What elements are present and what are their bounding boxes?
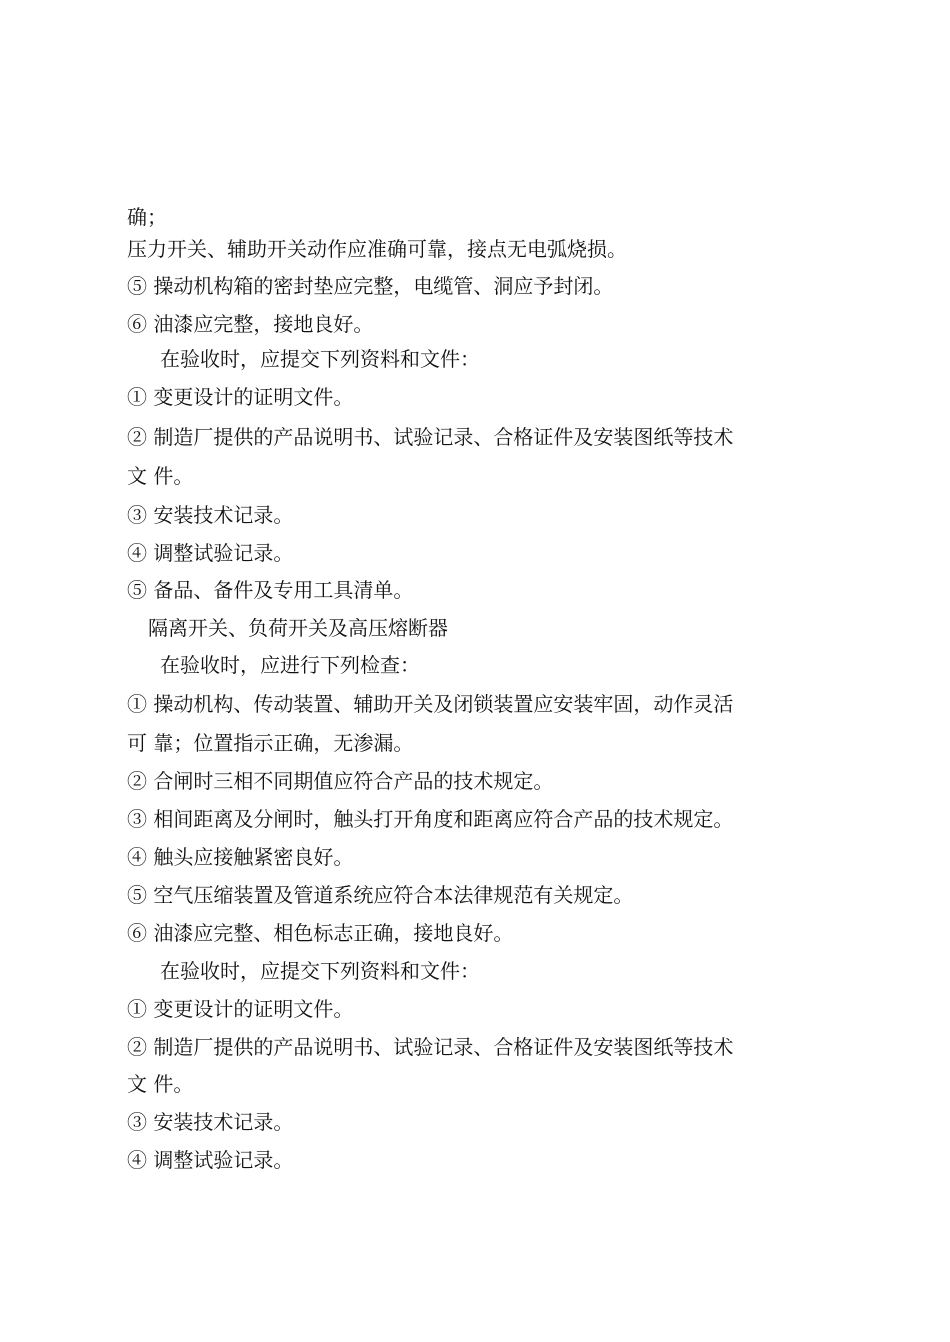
list-item: ① 变更设计的证明文件。 bbox=[127, 997, 354, 1021]
paragraph-heading: 在验收时，应提交下列资料和文件： bbox=[160, 959, 480, 983]
paragraph-heading: 在验收时，应提交下列资料和文件： bbox=[160, 347, 480, 371]
list-item-continuation: 可 靠；位置指示正确，无渗漏。 bbox=[127, 731, 414, 755]
list-item: ② 制造厂提供的产品说明书、试验记录、合格证件及安装图纸等技术 bbox=[127, 1035, 734, 1059]
list-item: ④ 调整试验记录。 bbox=[127, 1148, 294, 1172]
list-item: ③ 相间距离及分闸时，触头打开角度和距离应符合产品的技术规定。 bbox=[127, 807, 734, 831]
list-item-continuation: 文 件。 bbox=[127, 464, 194, 488]
list-item: ① 操动机构、传动装置、辅助开关及闭锁装置应安装牢固，动作灵活 bbox=[127, 692, 734, 716]
list-item: ② 制造厂提供的产品说明书、试验记录、合格证件及安装图纸等技术 bbox=[127, 425, 734, 449]
list-item: ② 合闸时三相不同期值应符合产品的技术规定。 bbox=[127, 769, 554, 793]
text-line: 确； bbox=[127, 205, 167, 229]
list-item: ① 变更设计的证明文件。 bbox=[127, 385, 354, 409]
text-line: 压力开关、辅助开关动作应准确可靠，接点无电弧烧损。 bbox=[127, 237, 627, 261]
list-item: ④ 触头应接触紧密良好。 bbox=[127, 845, 354, 869]
paragraph-heading: 在验收时，应进行下列检查： bbox=[160, 653, 420, 677]
list-item: ⑤ 备品、备件及专用工具清单。 bbox=[127, 578, 414, 602]
section-heading: 隔离开关、负荷开关及高压熔断器 bbox=[148, 616, 448, 640]
list-item-continuation: 文 件。 bbox=[127, 1072, 194, 1096]
list-item: ⑥ 油漆应完整、相色标志正确，接地良好。 bbox=[127, 921, 514, 945]
list-item: ⑤ 操动机构箱的密封垫应完整，电缆管、洞应予封闭。 bbox=[127, 274, 614, 298]
list-item: ③ 安装技术记录。 bbox=[127, 1110, 294, 1134]
list-item: ⑥ 油漆应完整，接地良好。 bbox=[127, 312, 374, 336]
list-item: ⑤ 空气压缩装置及管道系统应符合本法律规范有关规定。 bbox=[127, 883, 634, 907]
list-item: ④ 调整试验记录。 bbox=[127, 541, 294, 565]
list-item: ③ 安装技术记录。 bbox=[127, 503, 294, 527]
